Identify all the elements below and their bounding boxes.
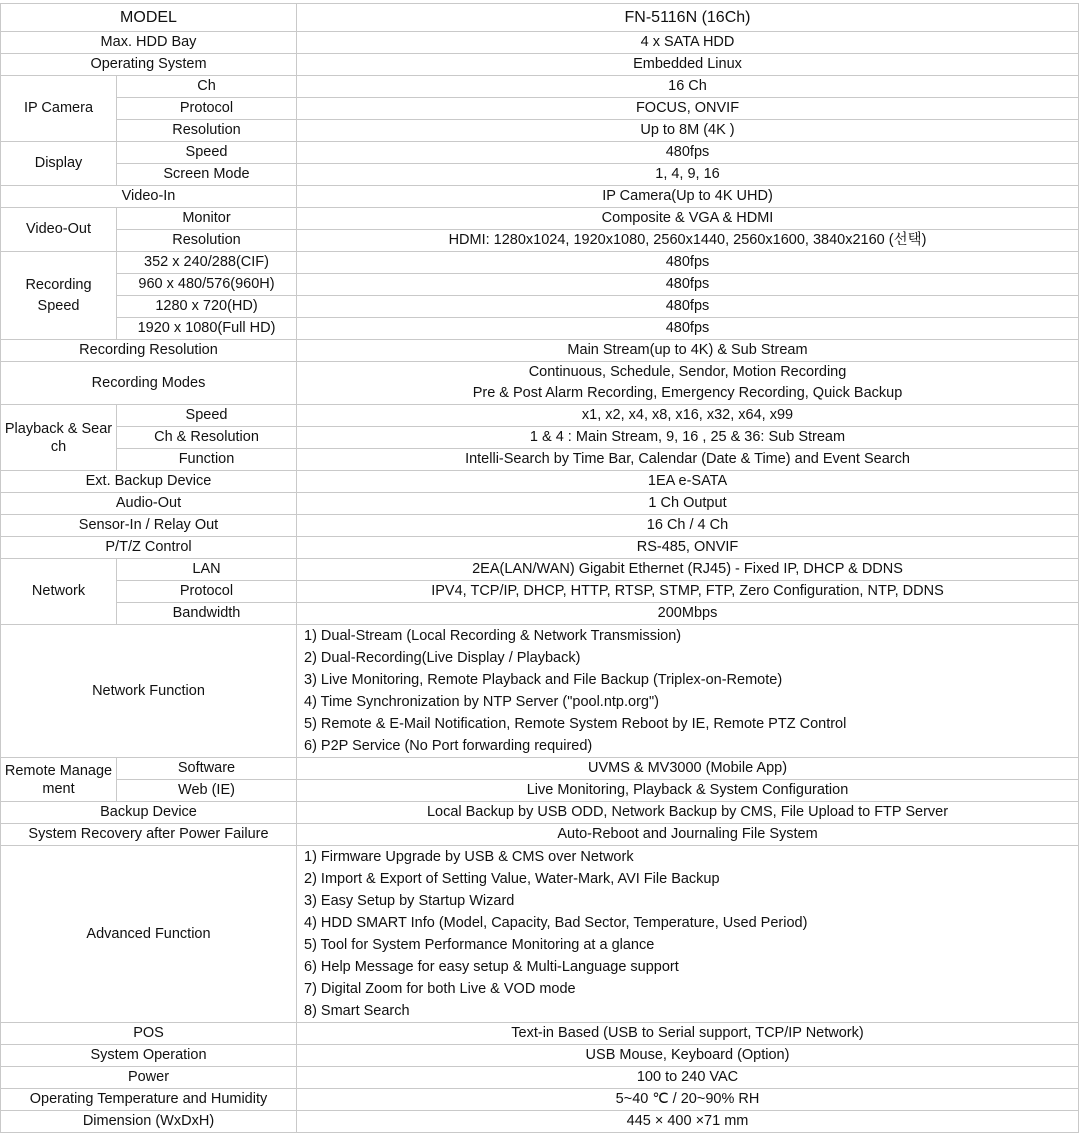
table-row (1, 32, 1079, 54)
row-value: 480fps (297, 296, 1079, 318)
row-label: Backup Device (1, 802, 297, 824)
list-item: 4) Time Synchronization by NTP Server ("pool.ntp.org") (304, 694, 659, 710)
table-row (1, 559, 1079, 581)
row-value (297, 362, 1079, 405)
row-label: Protocol (117, 98, 297, 120)
table-row (1, 208, 1079, 230)
table-row (1, 98, 1079, 120)
table-row (1, 318, 1079, 340)
row-value: 1EA e-SATA (297, 471, 1079, 493)
list-item: 6) P2P Service (No Port forwarding required) (304, 738, 593, 754)
row-value: 1 Ch Output (297, 493, 1079, 515)
row-label: 960 x 480/576(960H) (117, 274, 297, 296)
group-label: Network (1, 559, 117, 625)
list-item: 5) Remote & E-Mail Notification, Remote System Reboot by IE, Remote PTZ Control (304, 716, 847, 732)
row-label: Web (IE) (117, 780, 297, 802)
row-value: 4 x SATA HDD (297, 32, 1079, 54)
table-row (1, 296, 1079, 318)
row-label: Ch (117, 76, 297, 98)
table-row (1, 362, 1079, 405)
group-label-line: Recording (25, 276, 92, 293)
table-row (1, 252, 1079, 274)
table-row (1, 427, 1079, 449)
row-value: Composite & VGA & HDMI (297, 208, 1079, 230)
row-value: 200Mbps (297, 603, 1079, 625)
table-row (1, 758, 1079, 780)
table-row (1, 515, 1079, 537)
group-label: Video-Out (1, 208, 117, 252)
row-label: Screen Mode (117, 164, 297, 186)
row-value: 16 Ch / 4 Ch (297, 515, 1079, 537)
row-label: POS (1, 1023, 297, 1045)
row-value-list (297, 625, 1079, 758)
row-label: Bandwidth (117, 603, 297, 625)
table-row (1, 142, 1079, 164)
row-label: 352 x 240/288(CIF) (117, 252, 297, 274)
row-value: 1 & 4 : Main Stream, 9, 16 , 25 & 36: Sub Stream (297, 427, 1079, 449)
row-value: RS-485, ONVIF (297, 537, 1079, 559)
row-value: Main Stream(up to 4K) & Sub Stream (297, 340, 1079, 362)
table-row (1, 625, 1079, 758)
row-label: Recording Modes (1, 362, 297, 405)
row-value: 16 Ch (297, 76, 1079, 98)
list-item: 7) Digital Zoom for both Live & VOD mode (304, 981, 576, 997)
row-label: System Operation (1, 1045, 297, 1067)
spec-table (0, 3, 1079, 1133)
row-label: Operating Temperature and Humidity (1, 1089, 297, 1111)
row-label: Monitor (117, 208, 297, 230)
row-value: 1, 4, 9, 16 (297, 164, 1079, 186)
table-row (1, 1045, 1079, 1067)
row-value: HDMI: 1280x1024, 1920x1080, 2560x1440, 2560x1600, 3840x2160 (선택) (297, 230, 1079, 252)
row-label: Power (1, 1067, 297, 1089)
table-row (1, 449, 1079, 471)
model-header-value: FN-5116N (16Ch) (297, 4, 1079, 32)
row-label: Advanced Function (1, 846, 297, 1023)
row-value: USB Mouse, Keyboard (Option) (297, 1045, 1079, 1067)
list-item: 3) Easy Setup by Startup Wizard (304, 893, 515, 909)
row-label: Ch & Resolution (117, 427, 297, 449)
row-label: LAN (117, 559, 297, 581)
row-value: 480fps (297, 252, 1079, 274)
value-line: Pre & Post Alarm Recording, Emergency Recording, Quick Backup (472, 385, 903, 401)
row-label: System Recovery after Power Failure (1, 824, 297, 846)
list-item: 1) Dual-Stream (Local Recording & Network Transmission) (304, 628, 682, 644)
table-row (1, 274, 1079, 296)
table-header-row (1, 4, 1079, 32)
list-item: 8) Smart Search (304, 1003, 410, 1019)
row-label: Resolution (117, 120, 297, 142)
row-value: FOCUS, ONVIF (297, 98, 1079, 120)
table-row (1, 1089, 1079, 1111)
table-row (1, 1111, 1079, 1133)
row-value: IPV4, TCP/IP, DHCP, HTTP, RTSP, STMP, FTP, Zero Configuration, NTP, DDNS (297, 581, 1079, 603)
table-row (1, 1067, 1079, 1089)
row-label: Speed (117, 142, 297, 164)
model-header-label: MODEL (1, 4, 297, 32)
list-item: 3) Live Monitoring, Remote Playback and File Backup (Triplex-on-Remote) (304, 672, 783, 688)
group-label: Playback & Search (1, 405, 117, 471)
group-label (1, 252, 117, 340)
row-label: Recording Resolution (1, 340, 297, 362)
row-label: Function (117, 449, 297, 471)
row-value: Local Backup by USB ODD, Network Backup by CMS, File Upload to FTP Server (297, 802, 1079, 824)
row-label: Sensor-In / Relay Out (1, 515, 297, 537)
row-value: UVMS & MV3000 (Mobile App) (297, 758, 1079, 780)
row-label: Dimension (WxDxH) (1, 1111, 297, 1133)
table-row (1, 340, 1079, 362)
row-label: Video-In (1, 186, 297, 208)
row-value: 100 to 240 VAC (297, 1067, 1079, 1089)
row-label: P/T/Z Control (1, 537, 297, 559)
table-row (1, 230, 1079, 252)
row-value: IP Camera(Up to 4K UHD) (297, 186, 1079, 208)
row-label: Resolution (117, 230, 297, 252)
table-row (1, 471, 1079, 493)
group-label-line: Speed (37, 297, 80, 314)
row-label: Software (117, 758, 297, 780)
table-row (1, 186, 1079, 208)
value-line: Continuous, Schedule, Sendor, Motion Recording (528, 364, 847, 380)
table-row (1, 802, 1079, 824)
table-row (1, 780, 1079, 802)
row-value: 445 × 400 ×71 mm (297, 1111, 1079, 1133)
row-label: Ext. Backup Device (1, 471, 297, 493)
row-value: Up to 8M (4K ) (297, 120, 1079, 142)
table-row (1, 603, 1079, 625)
group-label: Display (1, 142, 117, 186)
list-item: 5) Tool for System Performance Monitoring at a glance (304, 937, 655, 953)
row-value: Text-in Based (USB to Serial support, TCP/IP Network) (297, 1023, 1079, 1045)
group-label: Remote Management (1, 758, 117, 802)
row-label: Network Function (1, 625, 297, 758)
list-item: 1) Firmware Upgrade by USB & CMS over Network (304, 849, 634, 865)
table-row (1, 1023, 1079, 1045)
row-value: 2EA(LAN/WAN) Gigabit Ethernet (RJ45) - Fixed IP, DHCP & DDNS (297, 559, 1079, 581)
row-value: Live Monitoring, Playback & System Configuration (297, 780, 1079, 802)
row-label: Audio-Out (1, 493, 297, 515)
row-label: Speed (117, 405, 297, 427)
list-item: 2) Import & Export of Setting Value, Water-Mark, AVI File Backup (304, 871, 720, 887)
list-item: 4) HDD SMART Info (Model, Capacity, Bad Sector, Temperature, Used Period) (304, 915, 808, 931)
row-value: Intelli-Search by Time Bar, Calendar (Date & Time) and Event Search (297, 449, 1079, 471)
table-row (1, 824, 1079, 846)
row-value: 480fps (297, 142, 1079, 164)
row-value: Embedded Linux (297, 54, 1079, 76)
table-row (1, 120, 1079, 142)
row-value: Auto-Reboot and Journaling File System (297, 824, 1079, 846)
row-value: 480fps (297, 318, 1079, 340)
row-label: 1280 x 720(HD) (117, 296, 297, 318)
row-value: x1, x2, x4, x8, x16, x32, x64, x99 (297, 405, 1079, 427)
row-label: Protocol (117, 581, 297, 603)
table-row (1, 76, 1079, 98)
table-row (1, 537, 1079, 559)
group-label: IP Camera (1, 76, 117, 142)
row-label: Operating System (1, 54, 297, 76)
row-value: 480fps (297, 274, 1079, 296)
row-value-list (297, 846, 1079, 1023)
table-row (1, 405, 1079, 427)
row-value: 5~40 ℃ / 20~90% RH (297, 1089, 1079, 1111)
list-item: 6) Help Message for easy setup & Multi-Language support (304, 959, 679, 975)
table-row (1, 846, 1079, 1023)
table-row (1, 164, 1079, 186)
table-row (1, 493, 1079, 515)
list-item: 2) Dual-Recording(Live Display / Playback) (304, 650, 581, 666)
table-row (1, 581, 1079, 603)
table-row (1, 54, 1079, 76)
row-label: 1920 x 1080(Full HD) (117, 318, 297, 340)
row-label: Max. HDD Bay (1, 32, 297, 54)
